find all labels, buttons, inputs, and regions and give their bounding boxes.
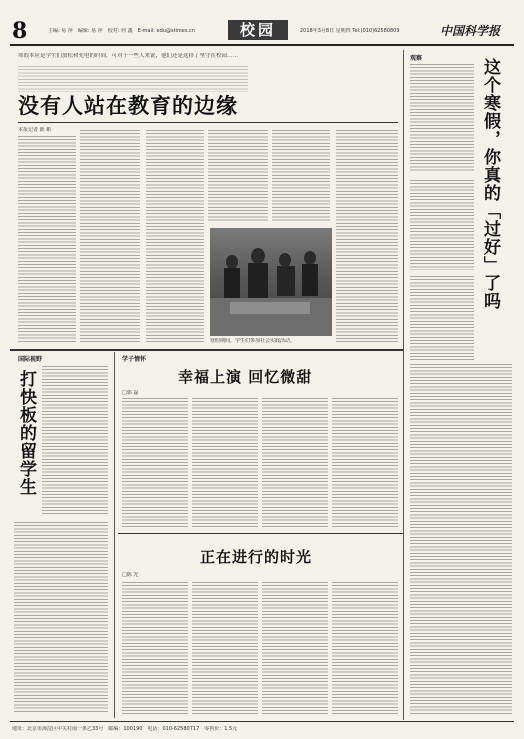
footer-rule — [10, 721, 514, 722]
center-bottom-rule — [118, 533, 403, 534]
section-label: 校园 — [239, 21, 276, 39]
bottom-feature-byline: □陈 光 — [122, 572, 139, 578]
right-lower-divider — [403, 360, 404, 720]
right-column-divider — [403, 50, 404, 360]
lead-body-col-2 — [80, 130, 140, 342]
bottom-body-col-3 — [262, 582, 328, 716]
side-intro-text — [410, 64, 474, 172]
masthead-left-info: 主编: 易 萍 编辑: 易 萍 校对: 何 鑫 E-mail: edu@stimes.cn — [48, 28, 195, 34]
left-feature-title: 打快板的留学生 — [16, 370, 36, 496]
left-feature-body-2 — [14, 522, 108, 714]
side-body-2 — [410, 276, 474, 360]
lead-body-col-6 — [336, 130, 398, 342]
lead-title: 没有人站在教育的边缘 — [18, 93, 238, 118]
lead-intro-lines — [18, 66, 248, 92]
lead-body-col-4 — [208, 130, 268, 222]
center-body-col-1 — [122, 398, 188, 528]
lead-intro: 寒假本应是学生们放松和充电的时间，可对于一些人来说，他们还是选择了坚守在校园…… — [18, 53, 239, 59]
paper-name-logo: 中国科学报 — [440, 24, 501, 38]
side-body-1 — [410, 180, 474, 270]
side-column-label: 观察 — [410, 55, 423, 62]
center-body-col-3 — [262, 398, 328, 528]
photo-people-illustration — [210, 228, 332, 336]
footer-info: 地址：北京市海淀区中关村南一条乙33号 邮编：100190 电话：010-62580717 零售价：1.5元 — [12, 726, 238, 732]
center-body-col-4 — [332, 398, 398, 528]
center-feature-byline: □郭 磊 — [122, 390, 139, 396]
news-photo — [210, 228, 332, 336]
lead-byline: 本报记者 陈 彬 — [18, 127, 52, 133]
photo-caption: 寒假期间，学生们参加社会实践活动。 — [210, 338, 296, 344]
bottom-body-col-2 — [192, 582, 258, 716]
masthead-rule — [10, 44, 514, 46]
left-column-label: 国际视野 — [18, 356, 43, 363]
left-column-divider — [114, 352, 115, 718]
page-number: 8 — [12, 18, 28, 44]
side-feature-title: 这个寒假，你真的「过好」了吗 — [480, 58, 500, 310]
side-body-3 — [410, 364, 512, 716]
mid-rule — [10, 349, 403, 351]
masthead — [0, 0, 524, 44]
bottom-feature-title: 正在进行的时光 — [200, 548, 313, 566]
center-feature-title: 幸福上演 回忆微甜 — [178, 368, 313, 386]
center-column-label: 学子情怀 — [122, 356, 147, 363]
masthead-right-info: 2018年3月8日 星期四 Tel:(010)62580809 — [300, 28, 400, 34]
lead-body-col-1 — [18, 136, 76, 342]
bottom-body-col-4 — [332, 582, 398, 716]
center-body-col-2 — [192, 398, 258, 528]
lead-title-rule — [18, 122, 398, 123]
left-feature-body-1 — [42, 366, 108, 516]
lead-body-col-5 — [272, 130, 330, 222]
bottom-body-col-1 — [122, 582, 188, 716]
lead-body-col-3 — [146, 130, 204, 342]
